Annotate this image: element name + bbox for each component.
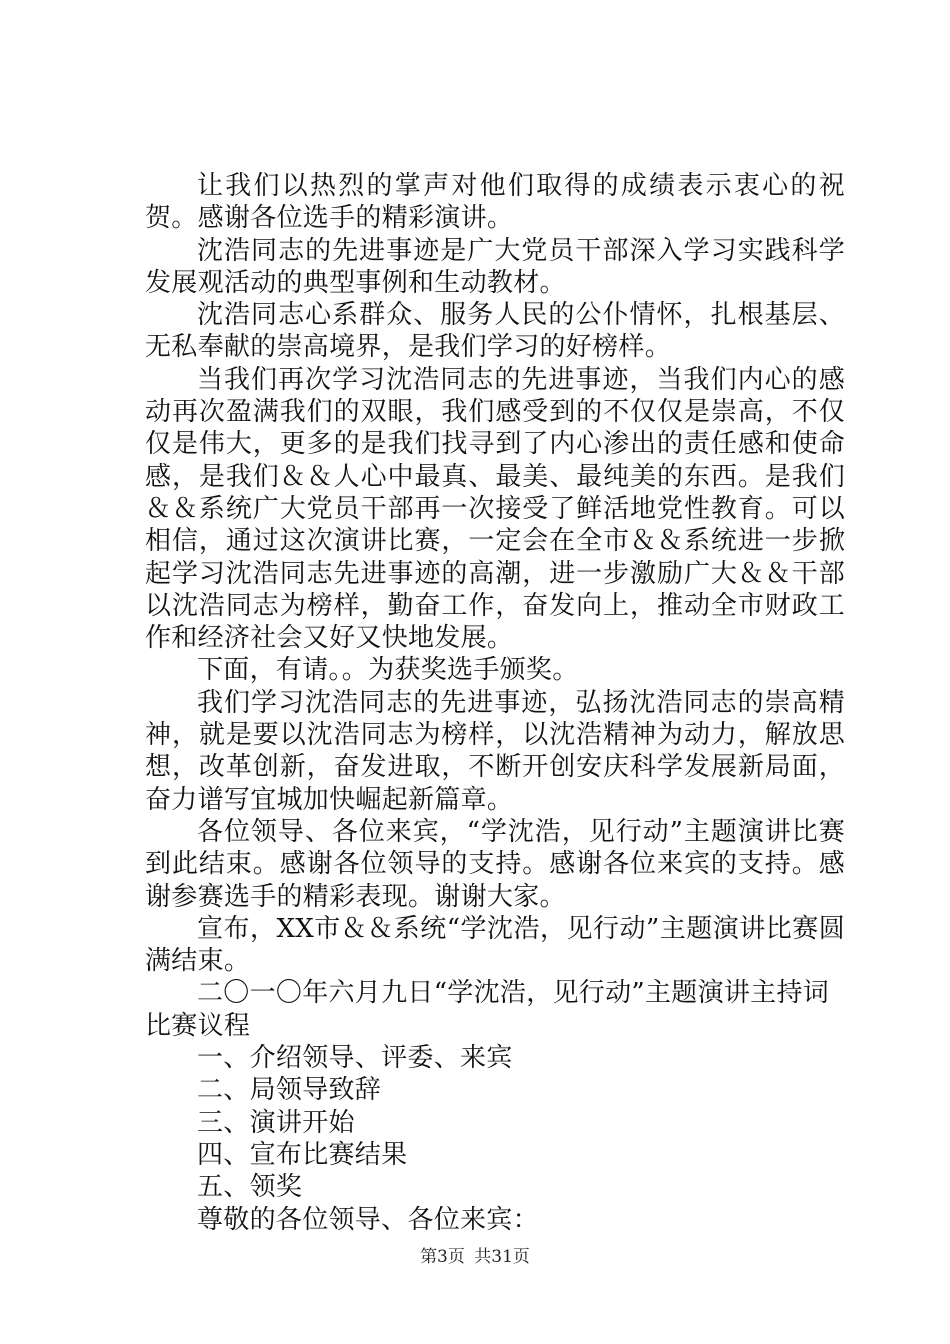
paragraph: 让我们以热烈的掌声对他们取得的成绩表示衷心的祝贺。感谢各位选手的精彩演讲。: [145, 171, 845, 234]
paragraph: 下面，有请。。为获奖选手颁奖。: [197, 655, 579, 686]
agenda-item: 二、局领导致辞: [197, 1075, 382, 1106]
paragraph: 二〇一〇年六月九日“学沈浩，见行动”主题演讲主持词: [197, 978, 830, 1009]
paragraph: 我们学习沈浩同志的先进事迹，弘扬沈浩同志的崇高精神，就是要以沈浩同志为榜样，以沈浩精神为动力，解放思想，改革创新，奋发进取，不断开创安庆科学发展新局面，奋力谱写宜城加快崛起新篇章。: [145, 687, 845, 815]
agenda-item: 三、演讲开始: [197, 1107, 355, 1138]
paragraph: 当我们再次学习沈浩同志的先进事迹，当我们内心的感动再次盈满我们的双眼，我们感受到的不仅仅是崇高，不仅仅是伟大，更多的是我们找寻到了内心渗出的责任感和使命感，是我们＆＆人心中最真、最美、最纯美的东西。是我们＆＆系统广大党员干部再一次接受了鲜活地党性教育。可以相信，通过这次演讲比赛，一定会在全市＆＆系统进一步掀起学习沈浩同志先进事迹的高潮，进一步激励广大＆＆干部以沈浩同志为榜样，勤奋工作，奋发向上，推动全市财政工作和经济社会又好又快地发展。: [145, 364, 845, 654]
salutation: 尊敬的各位领导、各位来宾：: [197, 1204, 539, 1235]
page-number: 第3页 共31页: [420, 1247, 530, 1267]
paragraph: 各位领导、各位来宾，“学沈浩，见行动”主题演讲比赛到此结束。感谢各位领导的支持。感谢各位来宾的支持。感谢参赛选手的精彩表现。谢谢大家。: [145, 816, 845, 912]
agenda-item: 四、宣布比赛结果: [197, 1139, 408, 1170]
agenda-item: 五、领奖: [197, 1172, 303, 1203]
paragraph: 沈浩同志心系群众、服务人民的公仆情怀，扎根基层、无私奉献的崇高境界，是我们学习的好榜样。: [145, 300, 845, 363]
document-body: [145, 170, 845, 1236]
section-heading: 比赛议程: [145, 1010, 251, 1041]
paragraph: 沈浩同志的先进事迹是广大党员干部深入学习实践科学发展观活动的典型事例和生动教材。: [145, 235, 845, 298]
agenda-item: 一、介绍领导、评委、来宾: [197, 1043, 513, 1074]
paragraph: 宣布，XX市＆＆系统“学沈浩，见行动”主题演讲比赛圆满结束。: [145, 913, 845, 977]
